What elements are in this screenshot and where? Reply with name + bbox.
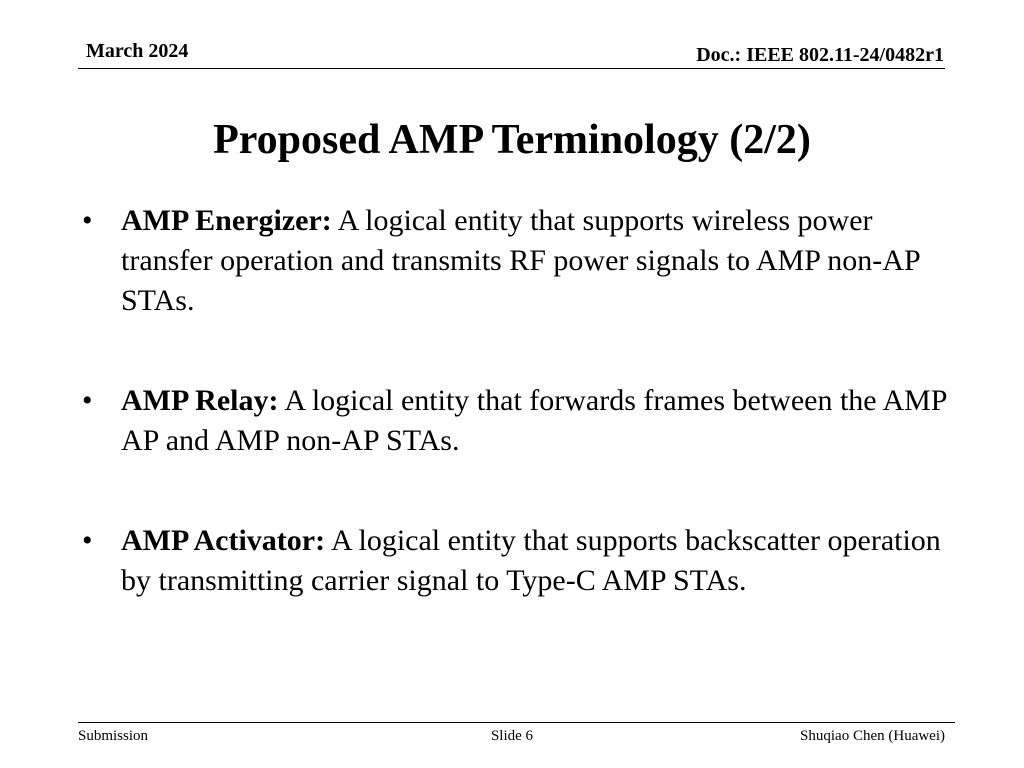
bullet-item-amp-relay xyxy=(82,381,962,461)
bullet-dot-icon: • xyxy=(82,524,93,557)
bullet-term: AMP Relay: xyxy=(121,384,279,417)
slide-title: Proposed AMP Terminology (2/2) xyxy=(213,117,811,163)
bullet-item-amp-activator xyxy=(82,521,962,601)
bullet-term: AMP Activator: xyxy=(121,524,326,557)
header-document-id: Doc.: IEEE 802.11-24/0482r1 xyxy=(696,44,944,66)
bullet-definition: A logical entity that forwards frames between the AMP AP and AMP non-AP STAs. xyxy=(121,384,947,457)
footer-divider xyxy=(78,722,955,723)
bullet-dot-icon: • xyxy=(82,204,93,237)
bullet-list xyxy=(82,201,962,601)
header-divider xyxy=(78,68,945,69)
bullet-dot-icon: • xyxy=(82,384,93,417)
bullet-definition: A logical entity that supports wireless power transfer operation and transmits RF power signals to AMP non-AP STAs. xyxy=(121,204,920,317)
footer-slide-number: Slide 6 xyxy=(490,728,534,744)
footer-author: Shuqiao Chen (Huawei) xyxy=(800,728,945,744)
bullet-item-amp-energizer xyxy=(82,201,962,321)
bullet-term: AMP Energizer: xyxy=(121,204,332,237)
footer-submission: Submission xyxy=(78,728,149,744)
header-date: March 2024 xyxy=(86,40,189,62)
bullet-definition: A logical entity that supports backscatter operation by transmitting carrier signal to Type-C AMP STAs. xyxy=(121,524,941,597)
